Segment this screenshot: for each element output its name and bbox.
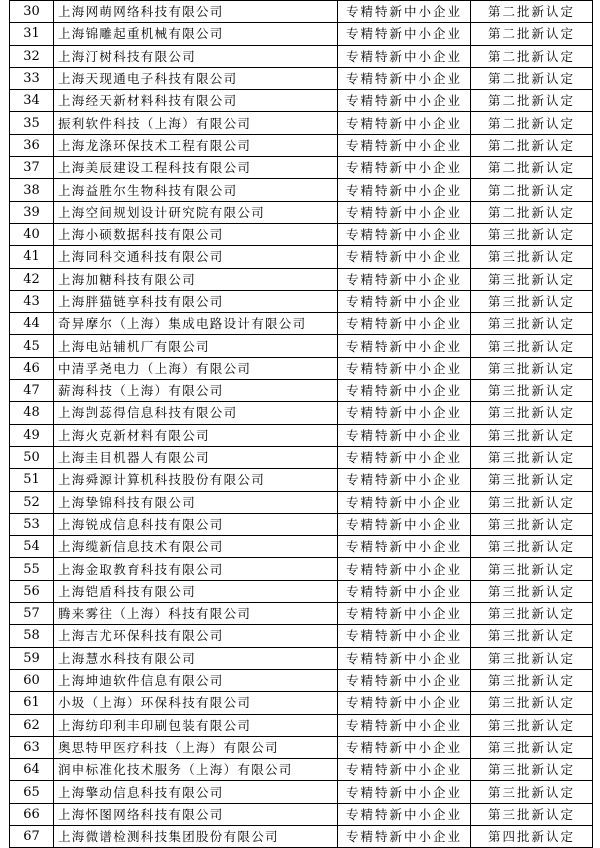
- table-row: [10, 536, 593, 558]
- enterprise-type-cell: 专精特新中小企业: [338, 469, 471, 491]
- enterprise-type-cell: 专精特新中小企业: [338, 625, 471, 647]
- company-name-cell: 上海坤迪软件信息有限公司: [54, 669, 338, 691]
- table-row: [10, 357, 593, 379]
- company-name-cell: 上海吉尤环保科技有限公司: [54, 625, 338, 647]
- table-body: [10, 1, 593, 848]
- enterprise-type-cell: 专精特新中小企业: [338, 825, 471, 847]
- enterprise-type-cell: 专精特新中小企业: [338, 669, 471, 691]
- batch-cell: 第三批新认定: [471, 268, 593, 290]
- batch-cell: 第三批新认定: [471, 781, 593, 803]
- table-row: [10, 469, 593, 491]
- batch-cell: 第二批新认定: [471, 201, 593, 223]
- row-number-cell: 53: [10, 513, 54, 535]
- row-number-cell: 36: [10, 134, 54, 156]
- row-number-cell: 52: [10, 491, 54, 513]
- table-row: [10, 669, 593, 691]
- row-number-cell: 43: [10, 290, 54, 312]
- company-name-cell: 上海锦雕起重机械有限公司: [54, 23, 338, 45]
- row-number-cell: 30: [10, 1, 54, 23]
- table-row: [10, 714, 593, 736]
- row-number-cell: 63: [10, 736, 54, 758]
- enterprise-type-cell: 专精特新中小企业: [338, 45, 471, 67]
- company-name-cell: 上海汀树科技有限公司: [54, 45, 338, 67]
- enterprise-type-cell: 专精特新中小企业: [338, 313, 471, 335]
- row-number-cell: 57: [10, 603, 54, 625]
- row-number-cell: 33: [10, 67, 54, 89]
- enterprise-type-cell: 专精特新中小企业: [338, 246, 471, 268]
- batch-cell: 第三批新认定: [471, 357, 593, 379]
- enterprise-type-cell: 专精特新中小企业: [338, 67, 471, 89]
- batch-cell: 第二批新认定: [471, 157, 593, 179]
- enterprise-type-cell: 专精特新中小企业: [338, 268, 471, 290]
- company-name-cell: 上海缆新信息技术有限公司: [54, 536, 338, 558]
- table-row: [10, 335, 593, 357]
- row-number-cell: 40: [10, 223, 54, 245]
- batch-cell: 第三批新认定: [471, 736, 593, 758]
- batch-cell: 第三批新认定: [471, 223, 593, 245]
- batch-cell: 第三批新认定: [471, 424, 593, 446]
- enterprise-type-cell: 专精特新中小企业: [338, 736, 471, 758]
- row-number-cell: 49: [10, 424, 54, 446]
- table-row: [10, 558, 593, 580]
- company-name-cell: 上海火克新材料有限公司: [54, 424, 338, 446]
- enterprise-type-cell: 专精特新中小企业: [338, 90, 471, 112]
- batch-cell: 第三批新认定: [471, 402, 593, 424]
- enterprise-type-cell: 专精特新中小企业: [338, 603, 471, 625]
- row-number-cell: 64: [10, 759, 54, 781]
- enterprise-type-cell: 专精特新中小企业: [338, 759, 471, 781]
- enterprise-type-cell: 专精特新中小企业: [338, 580, 471, 602]
- row-number-cell: 46: [10, 357, 54, 379]
- company-name-cell: 薪海科技（上海）有限公司: [54, 380, 338, 402]
- row-number-cell: 54: [10, 536, 54, 558]
- batch-cell: 第二批新认定: [471, 45, 593, 67]
- batch-cell: 第三批新认定: [471, 558, 593, 580]
- batch-cell: 第三批新认定: [471, 313, 593, 335]
- row-number-cell: 34: [10, 90, 54, 112]
- row-number-cell: 47: [10, 380, 54, 402]
- row-number-cell: 48: [10, 402, 54, 424]
- batch-cell: 第三批新认定: [471, 580, 593, 602]
- batch-cell: 第二批新认定: [471, 67, 593, 89]
- table-row: [10, 580, 593, 602]
- batch-cell: 第三批新认定: [471, 714, 593, 736]
- row-number-cell: 56: [10, 580, 54, 602]
- table-row: [10, 491, 593, 513]
- table-row: [10, 90, 593, 112]
- enterprise-type-cell: 专精特新中小企业: [338, 513, 471, 535]
- company-name-cell: 上海益胜尔生物科技有限公司: [54, 179, 338, 201]
- batch-cell: 第三批新认定: [471, 625, 593, 647]
- company-name-cell: 上海慧水科技有限公司: [54, 647, 338, 669]
- batch-cell: 第三批新认定: [471, 692, 593, 714]
- enterprise-type-cell: 专精特新中小企业: [338, 290, 471, 312]
- enterprise-type-cell: 专精特新中小企业: [338, 201, 471, 223]
- table-row: [10, 380, 593, 402]
- table-row: [10, 134, 593, 156]
- company-name-cell: 奥思特甲医疗科技（上海）有限公司: [54, 736, 338, 758]
- table-row: [10, 625, 593, 647]
- batch-cell: 第三批新认定: [471, 491, 593, 513]
- enterprise-type-cell: 专精特新中小企业: [338, 223, 471, 245]
- enterprise-type-cell: 专精特新中小企业: [338, 1, 471, 23]
- table-row: [10, 157, 593, 179]
- batch-cell: 第二批新认定: [471, 179, 593, 201]
- table-row: [10, 781, 593, 803]
- row-number-cell: 61: [10, 692, 54, 714]
- enterprise-type-cell: 专精特新中小企业: [338, 112, 471, 134]
- table-row: [10, 179, 593, 201]
- row-number-cell: 32: [10, 45, 54, 67]
- row-number-cell: 51: [10, 469, 54, 491]
- table-row: [10, 67, 593, 89]
- row-number-cell: 62: [10, 714, 54, 736]
- enterprise-type-cell: 专精特新中小企业: [338, 23, 471, 45]
- enterprise-type-cell: 专精特新中小企业: [338, 536, 471, 558]
- row-number-cell: 55: [10, 558, 54, 580]
- company-name-cell: 上海空间规划设计研究院有限公司: [54, 201, 338, 223]
- company-name-cell: 上海纺印利丰印刷包装有限公司: [54, 714, 338, 736]
- table-row: [10, 803, 593, 825]
- table-row: [10, 647, 593, 669]
- enterprise-type-cell: 专精特新中小企业: [338, 357, 471, 379]
- batch-cell: 第三批新认定: [471, 759, 593, 781]
- enterprise-type-cell: 专精特新中小企业: [338, 179, 471, 201]
- table-row: [10, 112, 593, 134]
- row-number-cell: 58: [10, 625, 54, 647]
- enterprise-type-cell: 专精特新中小企业: [338, 380, 471, 402]
- table-row: [10, 759, 593, 781]
- company-name-cell: 腾来雾往（上海）科技有限公司: [54, 603, 338, 625]
- row-number-cell: 35: [10, 112, 54, 134]
- batch-cell: 第三批新认定: [471, 246, 593, 268]
- row-number-cell: 60: [10, 669, 54, 691]
- table-row: [10, 1, 593, 23]
- batch-cell: 第三批新认定: [471, 603, 593, 625]
- enterprise-type-cell: 专精特新中小企业: [338, 781, 471, 803]
- enterprise-type-cell: 专精特新中小企业: [338, 692, 471, 714]
- enterprise-type-cell: 专精特新中小企业: [338, 558, 471, 580]
- row-number-cell: 45: [10, 335, 54, 357]
- enterprise-type-cell: 专精特新中小企业: [338, 714, 471, 736]
- company-name-cell: 上海圭目机器人有限公司: [54, 446, 338, 468]
- batch-cell: 第二批新认定: [471, 1, 593, 23]
- company-name-cell: 上海同科交通科技有限公司: [54, 246, 338, 268]
- company-name-cell: 上海天现通电子科技有限公司: [54, 67, 338, 89]
- enterprise-type-cell: 专精特新中小企业: [338, 803, 471, 825]
- row-number-cell: 31: [10, 23, 54, 45]
- table-row: [10, 603, 593, 625]
- batch-cell: 第四批新认定: [471, 825, 593, 847]
- table-row: [10, 223, 593, 245]
- company-name-cell: 上海龙涤环保技术工程有限公司: [54, 134, 338, 156]
- row-number-cell: 66: [10, 803, 54, 825]
- batch-cell: 第三批新认定: [471, 380, 593, 402]
- row-number-cell: 67: [10, 825, 54, 847]
- table-row: [10, 825, 593, 847]
- enterprise-type-cell: 专精特新中小企业: [338, 647, 471, 669]
- batch-cell: 第三批新认定: [471, 669, 593, 691]
- row-number-cell: 65: [10, 781, 54, 803]
- batch-cell: 第三批新认定: [471, 536, 593, 558]
- company-name-cell: 上海微谱检测科技集团股份有限公司: [54, 825, 338, 847]
- enterprise-type-cell: 专精特新中小企业: [338, 134, 471, 156]
- table-row: [10, 446, 593, 468]
- company-name-cell: 中清孚尧电力（上海）有限公司: [54, 357, 338, 379]
- enterprise-type-cell: 专精特新中小企业: [338, 402, 471, 424]
- company-name-cell: 上海舜源计算机科技股份有限公司: [54, 469, 338, 491]
- enterprise-type-cell: 专精特新中小企业: [338, 335, 471, 357]
- row-number-cell: 50: [10, 446, 54, 468]
- enterprise-type-cell: 专精特新中小企业: [338, 157, 471, 179]
- row-number-cell: 44: [10, 313, 54, 335]
- company-name-cell: 上海怀图网络科技有限公司: [54, 803, 338, 825]
- batch-cell: 第三批新认定: [471, 335, 593, 357]
- batch-cell: 第三批新认定: [471, 803, 593, 825]
- row-number-cell: 42: [10, 268, 54, 290]
- company-name-cell: 上海加糖科技有限公司: [54, 268, 338, 290]
- company-name-cell: 上海金取教育科技有限公司: [54, 558, 338, 580]
- table-row: [10, 424, 593, 446]
- batch-cell: 第三批新认定: [471, 513, 593, 535]
- batch-cell: 第三批新认定: [471, 647, 593, 669]
- row-number-cell: 38: [10, 179, 54, 201]
- batch-cell: 第二批新认定: [471, 134, 593, 156]
- company-name-cell: 上海擎动信息科技有限公司: [54, 781, 338, 803]
- company-name-cell: 上海锐成信息科技有限公司: [54, 513, 338, 535]
- table-row: [10, 23, 593, 45]
- enterprise-table: [9, 0, 593, 848]
- row-number-cell: 41: [10, 246, 54, 268]
- table-row: [10, 736, 593, 758]
- table-row: [10, 268, 593, 290]
- table-row: [10, 513, 593, 535]
- batch-cell: 第二批新认定: [471, 23, 593, 45]
- company-name-cell: 上海美辰建设工程科技有限公司: [54, 157, 338, 179]
- batch-cell: 第二批新认定: [471, 112, 593, 134]
- batch-cell: 第三批新认定: [471, 446, 593, 468]
- company-name-cell: 上海电站辅机厂有限公司: [54, 335, 338, 357]
- table-row: [10, 45, 593, 67]
- company-name-cell: 振利软件科技（上海）有限公司: [54, 112, 338, 134]
- company-name-cell: 上海胖猫链享科技有限公司: [54, 290, 338, 312]
- batch-cell: 第三批新认定: [471, 290, 593, 312]
- table-row: [10, 290, 593, 312]
- table-row: [10, 402, 593, 424]
- enterprise-type-cell: 专精特新中小企业: [338, 491, 471, 513]
- company-name-cell: 润申标准化技术服务（上海）有限公司: [54, 759, 338, 781]
- batch-cell: 第三批新认定: [471, 469, 593, 491]
- row-number-cell: 39: [10, 201, 54, 223]
- table-row: [10, 313, 593, 335]
- company-name-cell: 奇异摩尔（上海）集成电路设计有限公司: [54, 313, 338, 335]
- company-name-cell: 小圾（上海）环保科技有限公司: [54, 692, 338, 714]
- company-name-cell: 上海小硕数据科技有限公司: [54, 223, 338, 245]
- company-name-cell: 上海剀蕊得信息科技有限公司: [54, 402, 338, 424]
- table-row: [10, 201, 593, 223]
- company-name-cell: 上海铠盾科技有限公司: [54, 580, 338, 602]
- row-number-cell: 59: [10, 647, 54, 669]
- company-name-cell: 上海经天新材料科技有限公司: [54, 90, 338, 112]
- batch-cell: 第二批新认定: [471, 90, 593, 112]
- table-row: [10, 692, 593, 714]
- company-name-cell: 上海挚锦科技有限公司: [54, 491, 338, 513]
- table-row: [10, 246, 593, 268]
- row-number-cell: 37: [10, 157, 54, 179]
- enterprise-type-cell: 专精特新中小企业: [338, 424, 471, 446]
- company-name-cell: 上海网萌网络科技有限公司: [54, 1, 338, 23]
- enterprise-type-cell: 专精特新中小企业: [338, 446, 471, 468]
